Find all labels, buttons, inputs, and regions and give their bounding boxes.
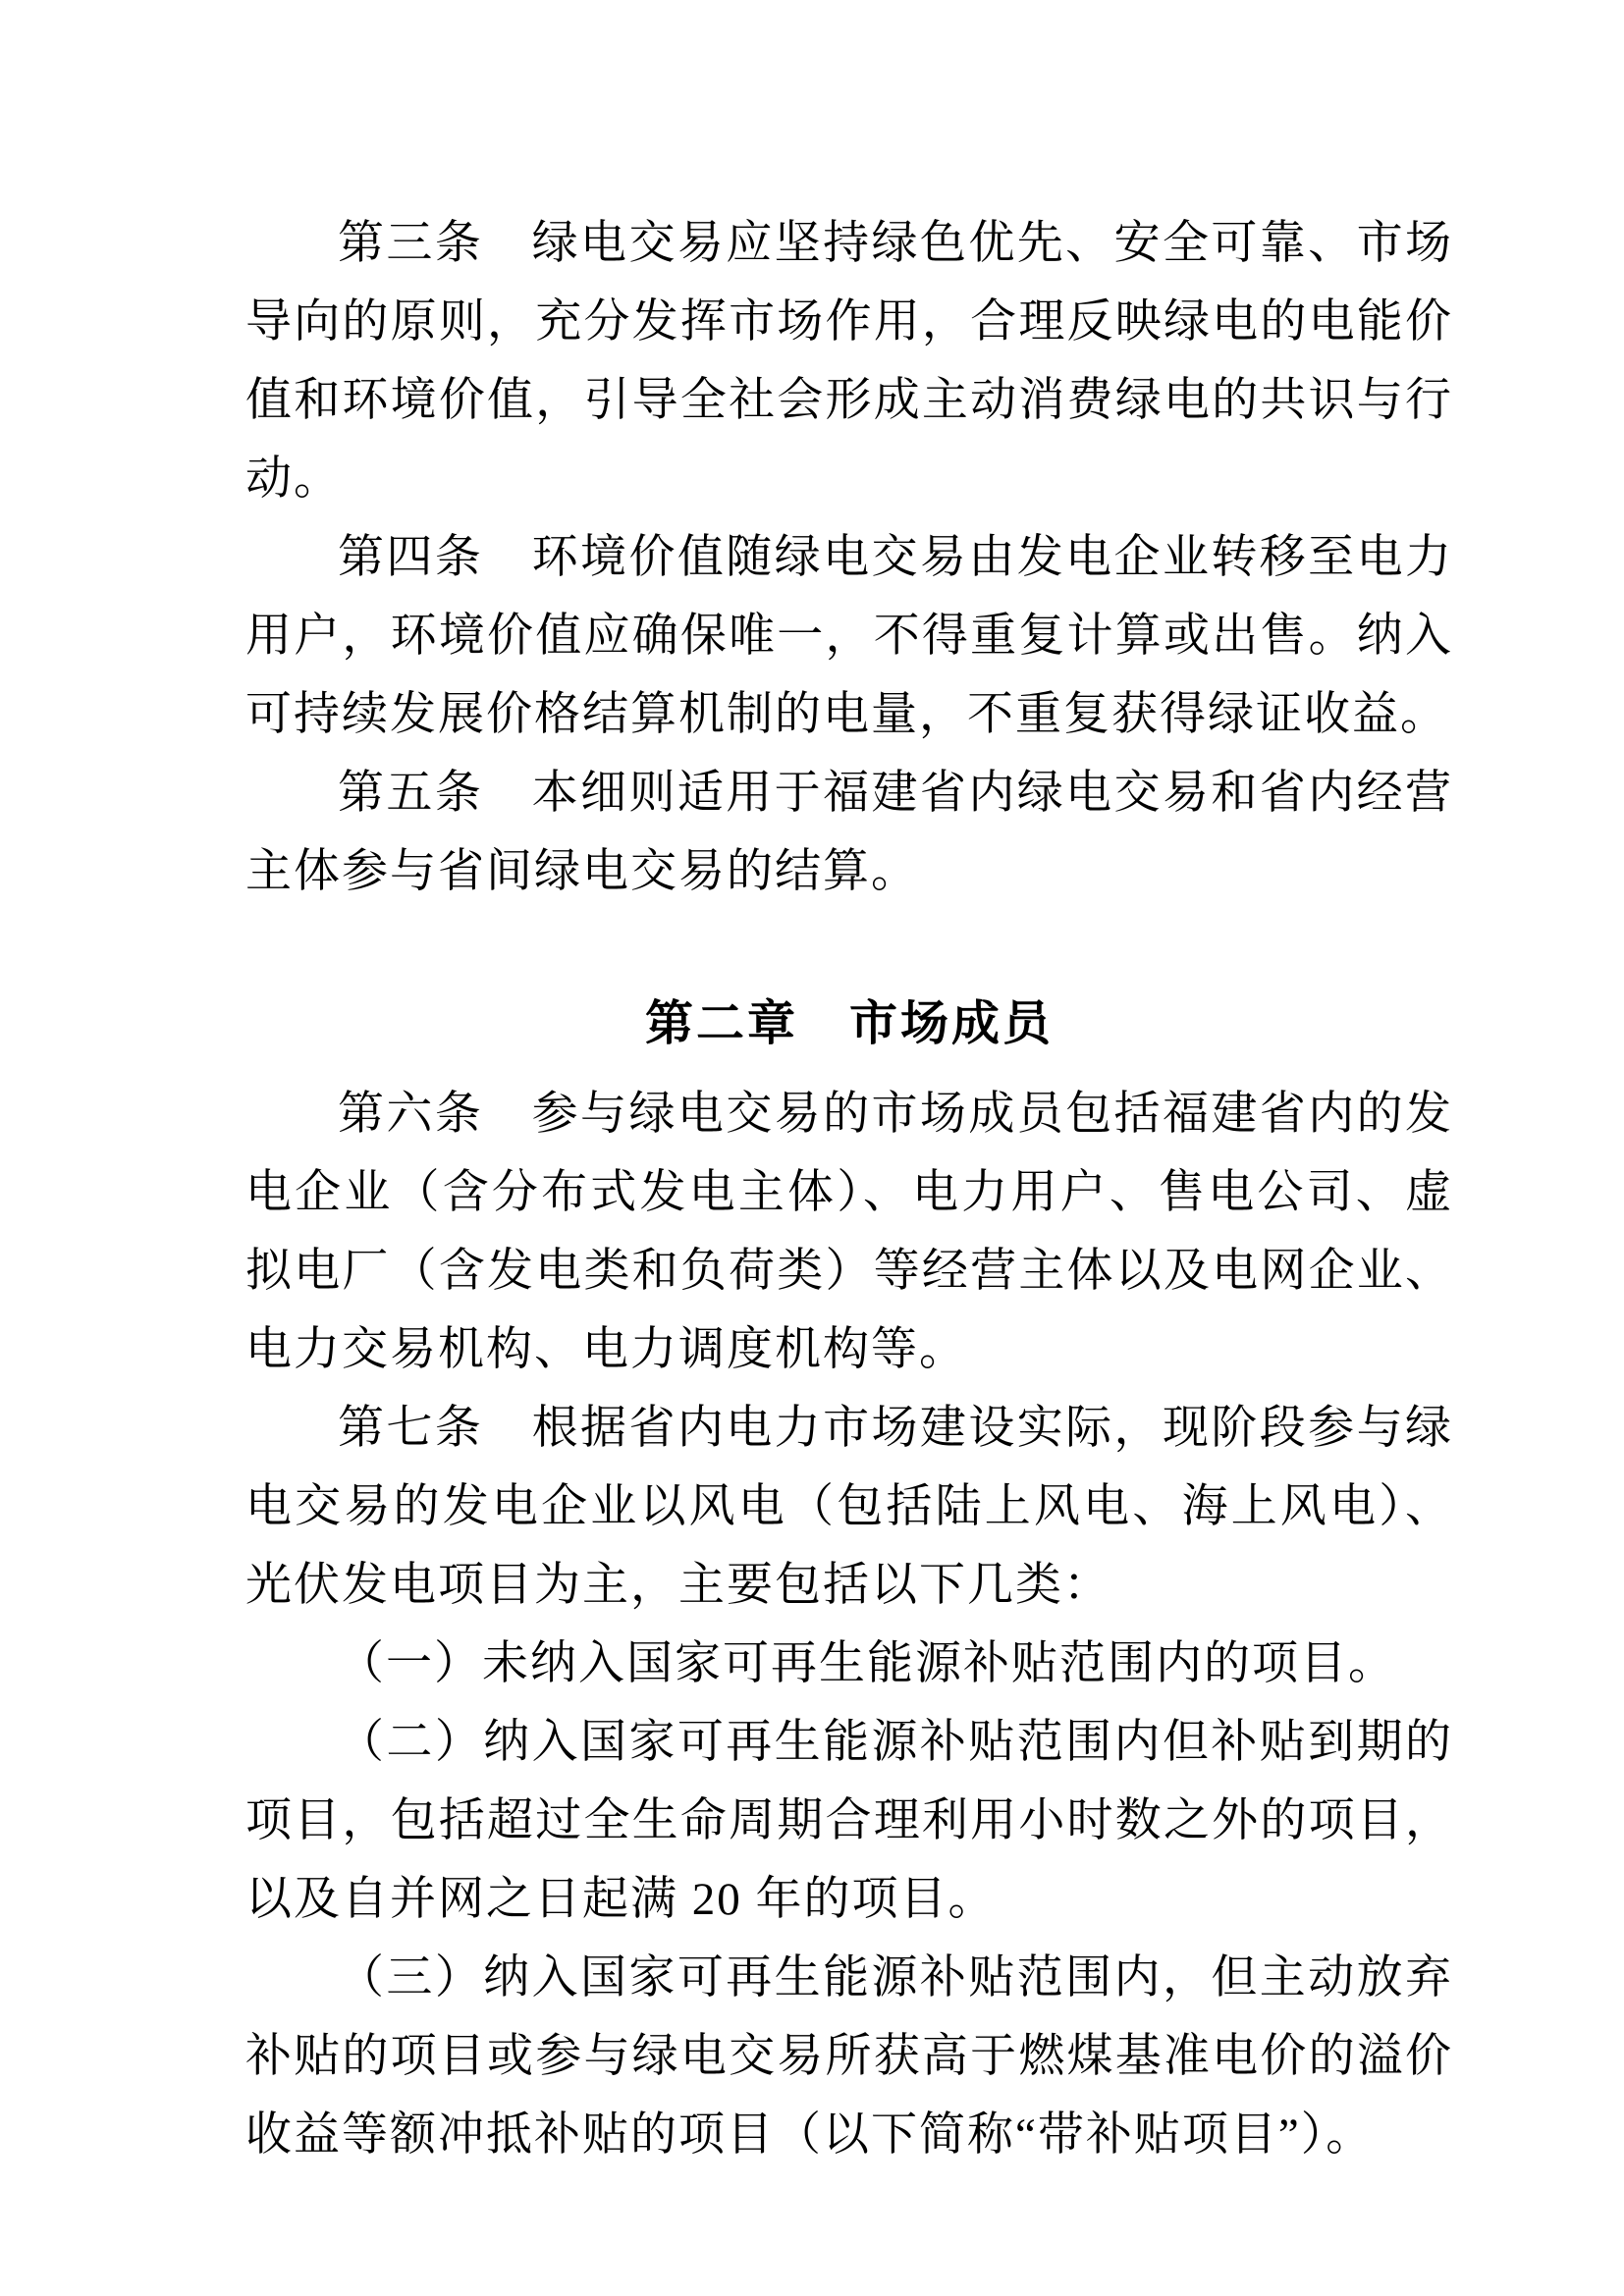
paragraph-article-4: 第四条 环境价值随绿电交易由发电企业转移至电力用户，环境价值应确保唯一，不得重复计算或出售。纳入可持续发展价格结算机制的电量，不重复获得绿证收益。 xyxy=(245,532,1453,740)
list-item-1: （一）未纳入国家可再生能源补贴范围内的项目。 xyxy=(338,1638,1396,1689)
chapter-heading-market-members: 第二章 市场成员 xyxy=(644,997,1054,1050)
paragraph-article-7: 第七条 根据省内电力市场建设实际，现阶段参与绿电交易的发电企业以风电（包括陆上风电、海上风电）、光伏发电项目为主，主要包括以下几类： xyxy=(245,1403,1453,1611)
list-item-3: （三）纳入国家可再生能源补贴范围内，但主动放弃补贴的项目或参与绿电交易所获高于燃煤基准电价的溢价收益等额冲抵补贴的项目（以下简称“带补贴项目”）。 xyxy=(245,1952,1453,2161)
list-item-2: （二）纳入国家可再生能源补贴范围内但补贴到期的项目，包括超过全生命周期合理利用小时数之外的项目，以及自并网之日起满 20 年的项目。 xyxy=(245,1717,1453,1925)
paragraph-article-3: 第三条 绿电交易应坚持绿色优先、安全可靠、市场导向的原则，充分发挥市场作用，合理反映绿电的电能价值和环境价值，引导全社会形成主动消费绿电的共识与行动。 xyxy=(245,218,1453,505)
paragraph-article-5: 第五条 本细则适用于福建省内绿电交易和省内经营主体参与省间绿电交易的结算。 xyxy=(245,768,1453,897)
paragraph-article-6: 第六条 参与绿电交易的市场成员包括福建省内的发电企业（含分布式发电主体）、电力用户、售电公司、虚拟电厂（含发电类和负荷类）等经营主体以及电网企业、电力交易机构、电力调度机构等。 xyxy=(245,1089,1453,1375)
